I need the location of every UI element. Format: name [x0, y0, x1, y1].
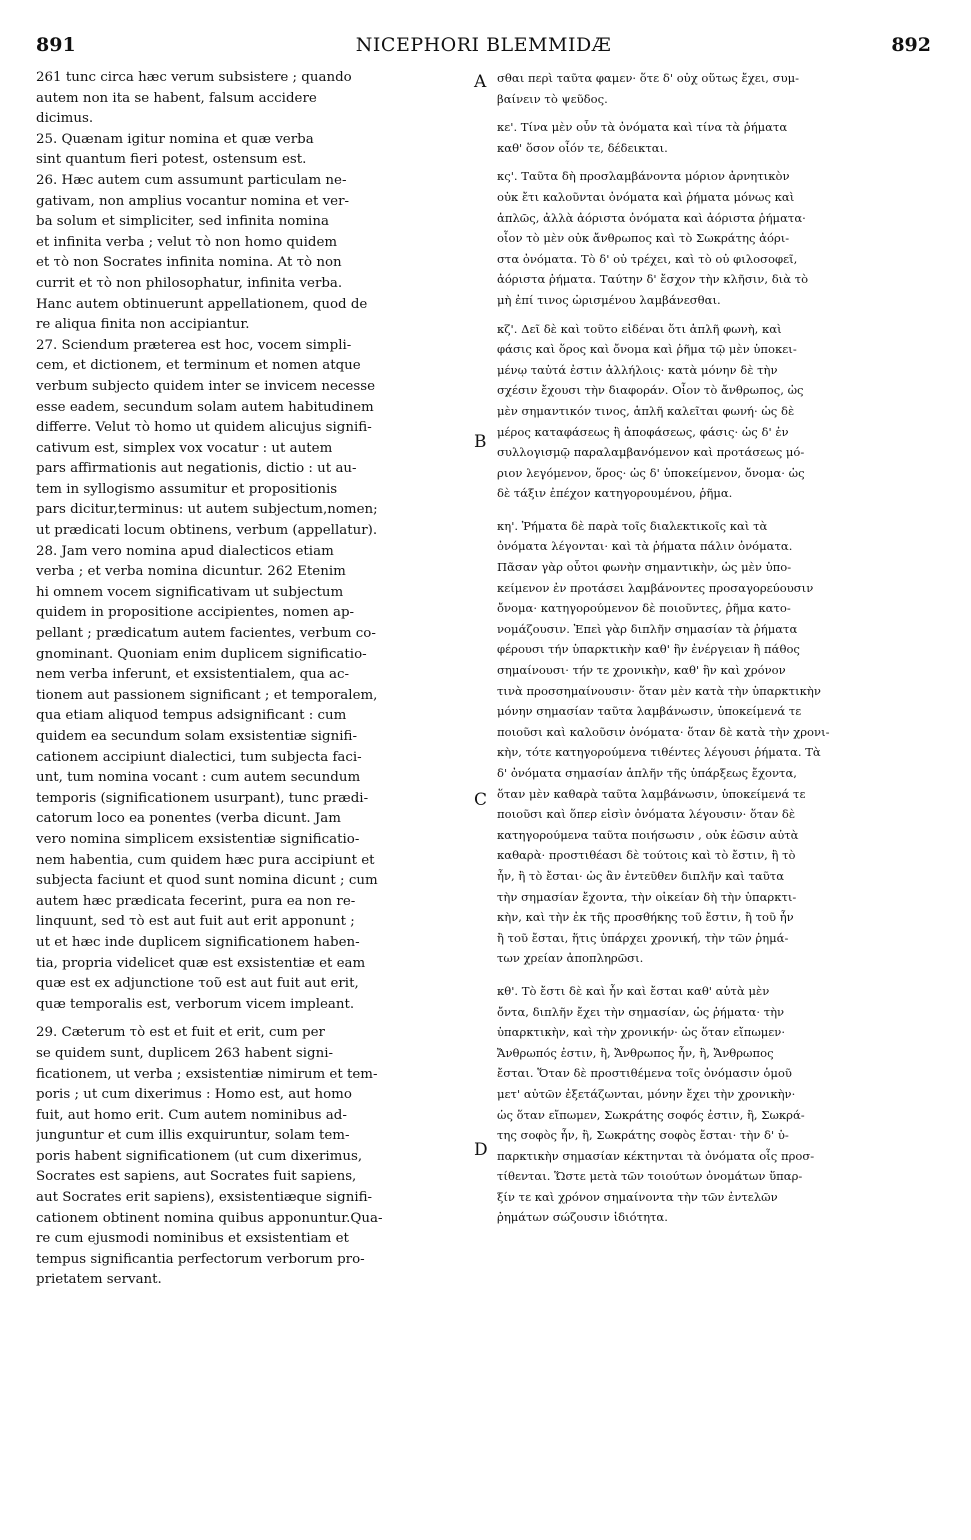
text-line: τινὰ προσσημαίνουσιν· ὅταν μὲν κατὰ τὴν ὑπαρκτικὴν: [497, 683, 821, 698]
text-line: fuit, aut homo erit. Cum autem nominibus ad-: [36, 1107, 347, 1123]
text-line: currit et τὸ non philosophatur, infinita verba.: [36, 275, 343, 291]
text-line: ut et hæc inde duplicem significationem haben-: [36, 934, 360, 950]
text-line: unt, tum nomina vocant : cum autem secundum: [36, 770, 361, 786]
text-line: κη'. Ῥήματα δὲ παρὰ τοῖς διαλεκτικοῖς καὶ τὰ: [497, 518, 768, 533]
text-line: ῥημάτων σώζουσιν ἰδιότητα.: [497, 1210, 668, 1225]
text-line: cativum est, simplex vox vocatur : ut autem: [36, 440, 333, 456]
latin-paragraph-p27: [36, 336, 476, 542]
text-line: 27. Sciendum præterea est hoc, vocem simpli-: [36, 337, 352, 353]
text-line: οὐκ ἔτι καλοῦνται ὀνόματα καὶ ῥήματα μόνως καὶ: [497, 189, 795, 204]
text-line: Hanc autem obtinuerunt appellationem, quod de: [36, 296, 368, 312]
text-line: cationem accipiunt dialectici, tum subjecta faci-: [36, 749, 362, 765]
text-line: cem, et dictionem, et terminum et nomen atque: [36, 358, 361, 374]
greek-paragraph-p29: [497, 981, 927, 1228]
text-line: Socrates est sapiens, aut Socrates fuit sapiens,: [36, 1169, 357, 1185]
text-line: ποιοῦσι καὶ καλοῦσιν ὀνόματα· ὅταν δὲ κατὰ τὴν χρονι-: [497, 724, 830, 739]
text-line: καθ' ὅσον οἷόν τε, δέδεικται.: [497, 140, 668, 155]
latin-paragraph-p261: [36, 68, 476, 130]
text-line: μένῳ ταὐτά ἐστιν ἀλλήλοις· κατὰ μόνην δὲ τὴν: [497, 362, 778, 377]
text-line: στα ὀνόματα. Τὸ δ' οὐ τρέχει, καὶ τὸ οὐ φιλοσοφεῖ,: [497, 251, 798, 266]
text-line: prietatem servant.: [36, 1272, 162, 1288]
text-line: nem habentia, cum quidem hæc pura accipiunt et: [36, 852, 375, 868]
text-line: differre. Velut τὸ homo ut quidem alicujus signifi-: [36, 420, 372, 436]
text-line: καθαρὰ· προστιθέασι δὲ τούτοις καὶ τὸ ἔστιν, ἢ τὸ: [497, 848, 796, 863]
text-line: ἦν, ἢ τὸ ἔσται· ὡς ἂν ἐντεῦθεν διπλῆν καὶ ταῦτα: [497, 868, 785, 883]
text-line: quæ temporalis est, verborum vicem impleant.: [36, 996, 355, 1012]
text-line: των χρείαν ἀποπληρῶσι.: [497, 951, 644, 966]
text-line: aut Socrates erit sapiens), exsistentiæque signifi-: [36, 1190, 373, 1206]
latin-paragraph-p25: [36, 130, 476, 171]
text-line: se quidem sunt, duplicem 263 habent signi-: [36, 1045, 334, 1061]
text-line: gativam, non amplius vocantur nomina et ver-: [36, 193, 350, 209]
latin-column: [36, 68, 476, 1291]
text-line: 26. Hæc autem cum assumunt particulam ne-: [36, 172, 347, 188]
greek-column: [497, 68, 927, 1228]
text-line: re cum ejusmodi nominibus et exsistentiam et: [36, 1231, 349, 1247]
text-line: sint quantum fieri potest, ostensum est.: [36, 152, 307, 168]
text-line: ba solum et simpliciter, sed infinita nomina: [36, 214, 329, 230]
greek-paragraph-p26: [497, 166, 927, 310]
latin-paragraph-p26: [36, 171, 476, 336]
text-line: autem non ita se habent, falsum accidere: [36, 90, 317, 106]
text-line: quidem in propositione accipientes, nomen ap-: [36, 605, 355, 621]
text-line: κατηγορούμενα ταῦτα ποιήσωσιν , οὐκ ἐῶσιν αὐτὰ: [497, 827, 799, 842]
text-line: κὴν, καὶ τὴν ἐκ τῆς προσθήκης τοῦ ἔστιν, ἢ τοῦ ἦν: [497, 910, 794, 925]
text-line: φάσις καὶ ὅρος καὶ ὄνομα καὶ ῥῆμα τῷ μὲν ὑποκει-: [497, 342, 797, 357]
text-line: catorum loco ea ponentes (verba dicunt. Jam: [36, 811, 341, 827]
text-line: ριον λεγόμενον, ὅρος· ὡς δ' ὑποκείμενον, ὄνομα· ὡς: [497, 465, 805, 480]
text-line: κε'. Τίνα μὲν οὖν τὰ ὀνόματα καὶ τίνα τὰ ῥήματα: [497, 120, 788, 135]
greek-paragraph-pA: [497, 68, 927, 109]
text-line: ἔσται. Ὅταν δὲ προστιθέμενα τοῖς ὀνόμασιν ὁμοῦ: [497, 1066, 792, 1081]
text-line: temporis (significationem usurpant), tunc prædi-: [36, 790, 369, 806]
text-line: μὴ ἐπί τινος ὡρισμένου λαμβάνεσθαι.: [497, 292, 721, 307]
text-line: quæ est ex adjunctione τοῦ est aut fuit aut erit,: [36, 976, 359, 992]
running-title: NICEPHORI BLEMMIDÆ: [355, 34, 612, 56]
text-line: et τὸ non Socrates infinita nomina. At τὸ non: [36, 255, 342, 271]
text-line: poris habent significationem (ut cum dixerimus,: [36, 1148, 363, 1164]
text-line: linquunt, sed τὸ est aut fuit aut erit apponunt ;: [36, 914, 355, 930]
text-line: σχέσιν ἔχουσι τὴν διαφοράν. Οἷον τὸ ἄνθρωπος, ὡς: [497, 383, 804, 398]
text-line: verba ; et verba nomina dicuntur. 262 Etenim: [36, 564, 346, 580]
text-line: tionem aut passionem significant ; et temporalem,: [36, 687, 378, 703]
text-line: pars affirmationis aut negationis, dictio : ut au-: [36, 461, 357, 477]
text-line: οἷον τὸ μὲν οὐκ ἄνθρωπος καὶ τὸ Σωκράτης ἀόρι-: [497, 231, 790, 246]
latin-paragraph-p29: [36, 1023, 476, 1291]
margin-letter-d: D: [474, 1140, 488, 1160]
text-line: κείμενον ἐν προτάσει λαμβάνοντες προσαγορεύουσιν: [497, 580, 814, 595]
text-line: hi omnem vocem significativam ut subjectum: [36, 584, 344, 600]
text-line: nem verba inferunt, et exsistentialem, qua ac-: [36, 667, 350, 683]
text-line: τίθενται. Ὥστε μετὰ τῶν τοιούτων ὀνομάτων ὕπαρ-: [497, 1169, 803, 1184]
text-line: μὲν σημαντικόν τινος, ἁπλῆ καλεῖται φωνή· ὡς δὲ: [497, 403, 795, 418]
greek-paragraph-p27: [497, 319, 927, 504]
greek-paragraph-p28: [497, 516, 927, 969]
text-line: ὑπαρκτικὴν, καὶ τὴν χρονικήν· ὡς ὅταν εἴπωμεν·: [497, 1025, 786, 1040]
text-line: ὄντα, διπλῆν ἔχει τὴν σημασίαν, ὡς ῥήματα· τὴν: [497, 1004, 785, 1019]
text-line: 25. Quænam igitur nomina et quæ verba: [36, 131, 314, 147]
text-line: ἁπλῶς, ἀλλὰ ἀόριστα ὀνόματα καὶ ἀόριστα ῥήματα·: [497, 210, 806, 225]
text-line: της σοφὸς ἦν, ἢ, Σωκράτης σοφὸς ἔσται· τὴν δ' ὑ-: [497, 1128, 789, 1143]
paragraph-gap: [497, 969, 927, 981]
text-line: δ' ὀνόματα σημασίαν ἁπλῆν τῆς ὑπάρξεως ἔχοντα,: [497, 766, 797, 780]
text-line: ξίν τε καὶ χρόνον σημαίνοντα τὴν τῶν ἐντελῶν: [497, 1189, 778, 1204]
text-line: μετ' αὐτῶν ἐξετάζωνται, μόνην ἔχει τὴν χρονικὴν·: [497, 1086, 796, 1101]
text-line: dicimus.: [36, 111, 94, 127]
page-header: [36, 34, 931, 64]
text-line: ὅταν μὲν καθαρὰ ταῦτα λαμβάνωσιν, ὑποκείμενά τε: [497, 786, 806, 801]
margin-letter-b: B: [474, 432, 487, 452]
text-line: ἢ τοῦ ἔσται, ἥτις ὑπάρχει χρονική, τὴν τῶν ῥημά-: [497, 930, 789, 945]
text-line: βαίνειν τὸ ψεῦδος.: [497, 91, 608, 106]
text-line: ἀόριστα ῥήματα. Ταύτην δ' ἔσχον τὴν κλῆσιν, διὰ τὸ: [497, 272, 809, 287]
text-line: σημαίνουσι· τήν τε χρονικὴν, καθ' ἣν καὶ χρόνον: [497, 663, 786, 678]
greek-paragraph-p25: [497, 117, 927, 158]
text-line: et infinita verba ; velut τὸ non homo quidem: [36, 234, 338, 250]
text-line: μέρος καταφάσεως ἢ ἀποφάσεως, φάσις· ὡς δ' ἐν: [497, 424, 789, 439]
paragraph-gap: [497, 311, 927, 319]
text-line: ποιοῦσι καὶ ὅπερ εἰσὶν ὀνόματα λέγουσιν· ὅταν δὲ: [497, 807, 796, 822]
text-line: verbum subjecto quidem inter se invicem necesse: [36, 378, 376, 394]
text-line: cationem obtinent nomina quibus apponuntur.Qua-: [36, 1210, 383, 1226]
page-number-left: 891: [36, 34, 76, 56]
text-line: junguntur et cum illis exquiruntur, solam tem-: [36, 1128, 350, 1144]
text-line: gnominant. Quoniam enim duplicem significatio-: [36, 646, 367, 662]
text-line: quidem ea secundum solam exsistentiæ signifi-: [36, 729, 357, 744]
text-line: Ἄνθρωπός ἐστιν, ἢ, Ἄνθρωπος ἦν, ἢ, Ἄνθρωπος: [497, 1045, 774, 1060]
paragraph-gap: [497, 158, 927, 166]
text-line: ut prædicati locum obtinens, verbum (appellatur).: [36, 523, 378, 539]
text-line: tem in syllogismo assumitur et propositionis: [36, 481, 338, 497]
text-line: tempus significantia perfectorum verborum pro-: [36, 1251, 365, 1267]
text-line: κζ'. Δεῖ δὲ καὶ τοῦτο εἰδέναι ὅτι ἁπλῆ φωνὴ, καὶ: [497, 321, 782, 336]
text-line: pars dicitur,terminus: ut autem subjectum,nomen;: [36, 502, 378, 518]
text-line: 29. Cæterum τὸ est et fuit et erit, cum per: [36, 1025, 325, 1041]
text-line: Πᾶσαν γὰρ οὗτοι φωνὴν σημαντικὴν, ὡς μὲν ὑπο-: [497, 560, 792, 575]
text-line: σθαι περὶ ταῦτα φαμεν· ὅτε δ' οὐχ οὕτως ἔχει, συμ-: [497, 71, 800, 85]
text-line: ὡς ὅταν εἴπωμεν, Σωκράτης σοφός ἐστιν, ἢ, Σωκρά-: [497, 1107, 805, 1122]
text-line: κς'. Ταῦτα δὴ προσλαμβάνοντα μόριον ἀρνητικὸν: [497, 169, 790, 184]
text-line: pellant ; prædicatum autem facientes, verbum co-: [36, 626, 376, 642]
text-line: qua etiam aliquod tempus adsignificant : cum: [36, 708, 347, 724]
text-line: φέρουσι τήν ὑπαρκτικὴν καθ' ἣν ἐνέργειαν ἢ πάθος: [497, 642, 800, 657]
text-line: κθ'. Τὸ ἔστι δὲ καὶ ἦν καὶ ἔσται καθ' αὑτὰ μὲν: [497, 983, 770, 998]
text-line: ὄνομα· κατηγορούμενον δὲ ποιοῦντες, ῥῆμα κατο-: [497, 601, 791, 616]
paragraph-gap: [497, 504, 927, 516]
text-line: συλλογισμῷ παραλαμβανόμενον καὶ προτάσεως μό-: [497, 445, 805, 460]
text-line: δὲ τάξιν ἐπέχον κατηγορουμένου, ῥῆμα.: [497, 486, 733, 501]
text-line: re aliqua finita non accipiantur.: [36, 317, 250, 333]
text-line: 261 tunc circa hæc verum subsistere ; quando: [36, 70, 352, 85]
text-line: 28. Jam vero nomina apud dialecticos etiam: [36, 543, 334, 559]
paragraph-gap: [497, 109, 927, 117]
text-line: νομάζουσιν. Ἐπεὶ γὰρ διπλῆν σημασίαν τὰ ῥήματα: [497, 621, 798, 636]
text-line: τὴν σημασίαν ἔχοντα, τὴν οἰκείαν δὴ τὴν ὑπαρκτι-: [497, 889, 797, 904]
text-line: ὀνόματα λέγονται· καὶ τὰ ῥήματα πάλιν ὀνόματα.: [497, 539, 793, 554]
text-line: vero nomina simplicem exsistentiæ significatio-: [36, 831, 360, 847]
text-line: subjecta faciunt et quod sunt nomina dicunt ; cum: [36, 873, 378, 889]
margin-letter-c: C: [474, 790, 488, 810]
latin-paragraph-p28: [36, 542, 476, 1016]
page-number-right: 892: [891, 34, 931, 56]
margin-letter-a: A: [474, 72, 487, 92]
text-line: poris ; ut cum dixerimus : Homo est, aut homo: [36, 1087, 352, 1103]
text-line: autem hæc prædicata fecerint, pura ea non re-: [36, 893, 356, 909]
text-line: μόνην σημασίαν ταῦτα λαμβάνωσιν, ὑποκείμενά τε: [497, 704, 802, 719]
paragraph-gap: [36, 1015, 476, 1023]
text-line: esse eadem, secundum solam autem habitudinem: [36, 399, 374, 415]
text-line: κὴν, τότε κατηγορούμενα τιθέντες λέγουσι ῥήματα. Τὰ: [497, 745, 821, 760]
text-line: παρκτικὴν σημασίαν κέκτηνται τὰ ὀνόματα οἷς προσ-: [497, 1148, 815, 1163]
text-line: tia, propria videlicet quæ est exsistentiæ et eam: [36, 955, 366, 971]
text-line: ficationem, ut verba ; exsistentiæ nimirum et tem-: [36, 1066, 378, 1082]
